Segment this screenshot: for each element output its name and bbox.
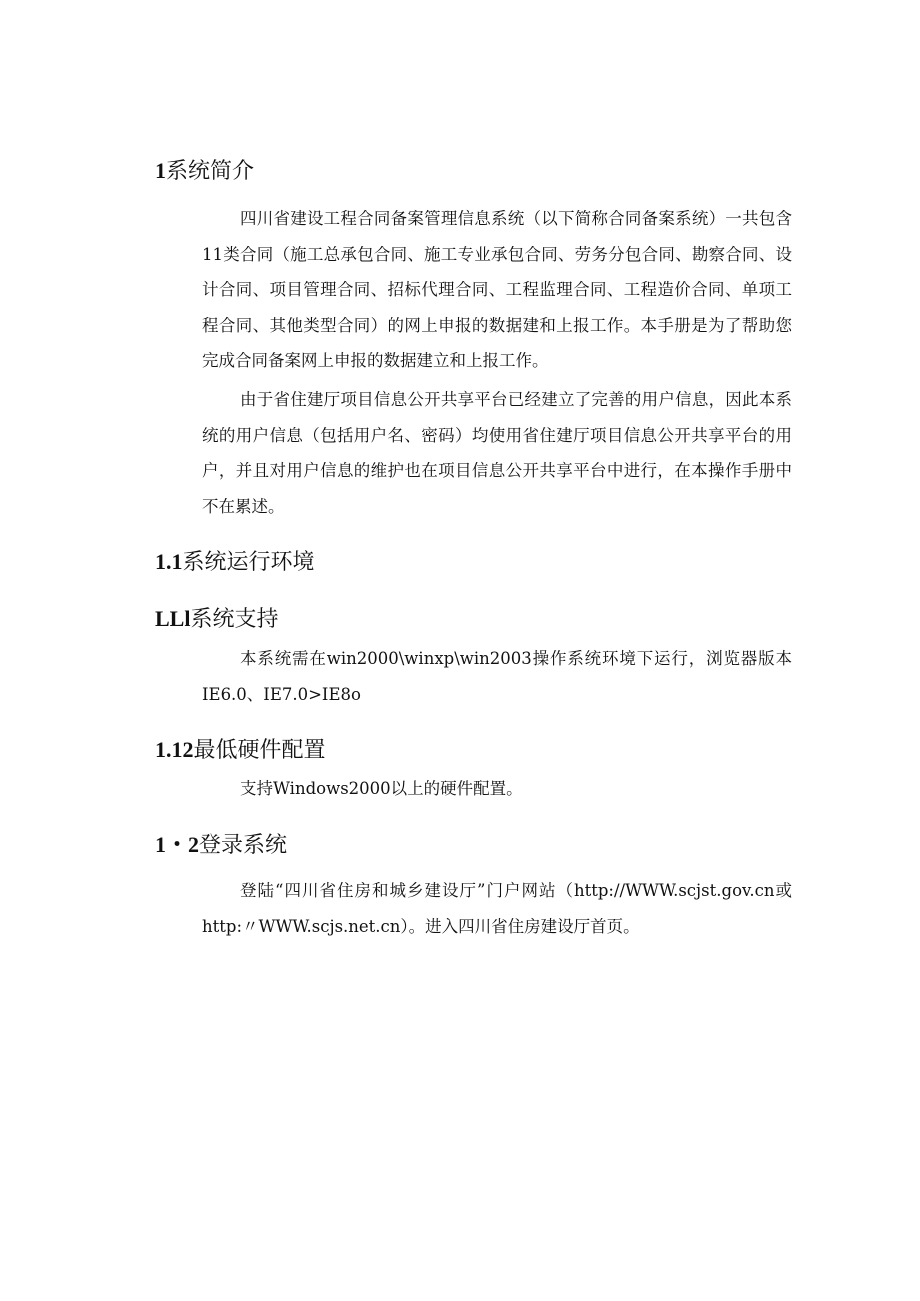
section-1-2-number: 1・2	[155, 832, 200, 857]
section-1-paragraph-1: 四川省建设工程合同备案管理信息系统（以下简称合同备案系统）一共包含11类合同（施工总承包合同、施工专业承包合同、劳务分包合同、勘察合同、设计合同、项目管理合同、招标代理合同、工程监理合同、工程造价合同、单项工程合同、其他类型合同）的网上申报的数据建和上报工作。本手册是为了帮助您完成合同备案网上申报的数据建立和上报工作。	[202, 209, 792, 370]
section-1-2-title: 登录系统	[199, 833, 288, 858]
section-1-1-heading	[155, 548, 315, 577]
section-1-paragraph-2: 由于省住建厅项目信息公开共享平台已经建立了完善的用户信息，因此本系统的用户信息（包括用户名、密码）均使用省住建厅项目信息公开共享平台的用户，并且对用户信息的维护也在项目信息公开共享平台中进行，在本操作手册中不在累述。	[202, 390, 792, 516]
section-1-1-2-paragraph: 支持Windows2000以上的硬件配置。	[240, 779, 523, 798]
section-1-1-1-title: 系统支持	[190, 607, 279, 632]
section-1-1-number: 1.1	[155, 549, 183, 574]
section-1-2-heading	[155, 831, 287, 860]
section-1-1-1-paragraph: 本系统需在win2000\winxp\win2003操作系统环境下运行，浏览器版本IE6.0、IE7.0>IE8o	[202, 649, 792, 704]
section-1-2-paragraph: 登陆“四川省住房和城乡建设厅”门户网站（http://WWW.scjst.gov.cn或http:〃WWW.scjs.net.cn）。进入四川省住房建设厅首页。	[202, 881, 792, 936]
section-1-1-2-title: 最低硬件配置	[193, 738, 326, 763]
section-1-title: 系统简介	[166, 159, 255, 184]
section-1-1-2-number: 1.12	[155, 737, 194, 762]
section-1-1-2-heading	[155, 736, 326, 765]
section-1-1-1-number: LLl	[155, 606, 191, 631]
section-1-number: 1	[155, 158, 166, 183]
section-1-1-1-heading	[155, 605, 278, 634]
section-1-1-title: 系统运行环境	[182, 550, 315, 575]
section-1-heading	[155, 157, 254, 186]
